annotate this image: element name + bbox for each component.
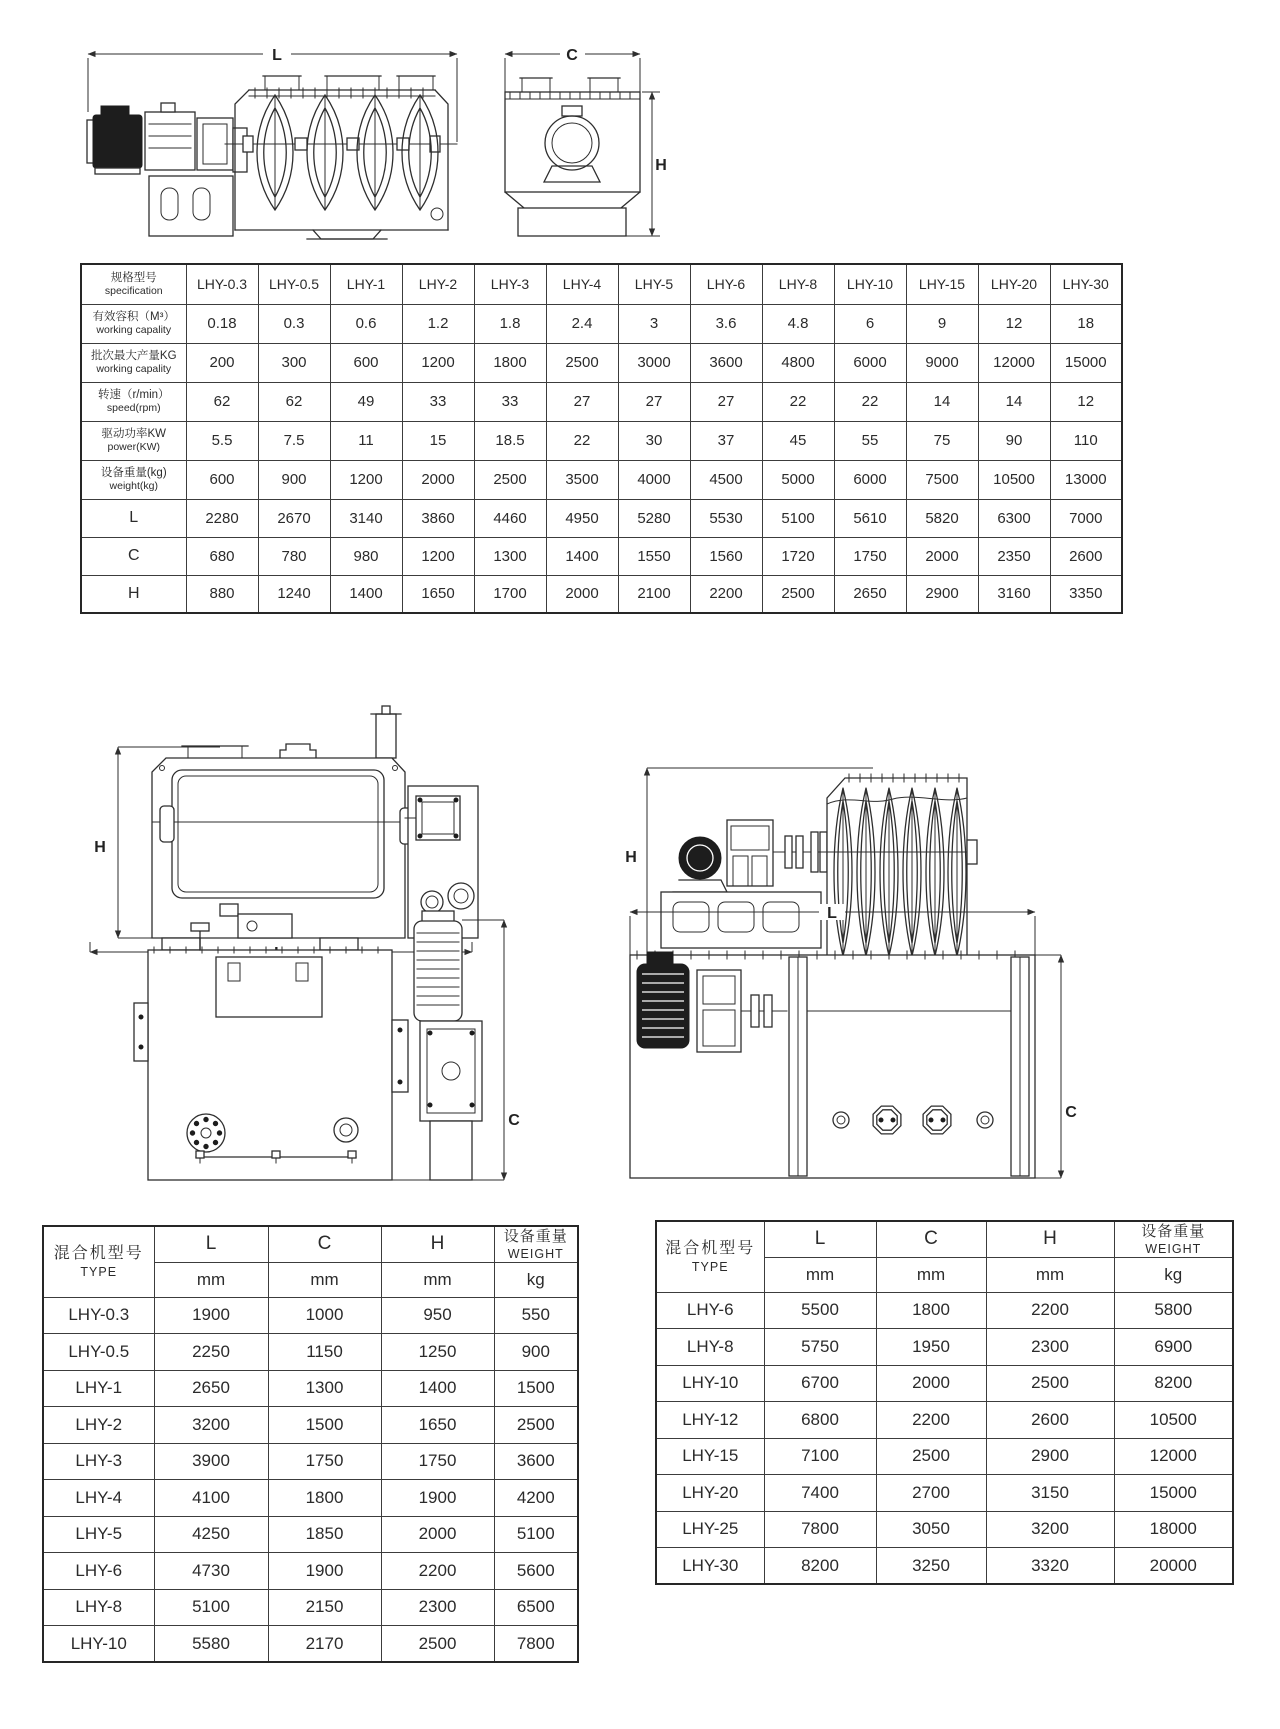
value-cell: 18000 <box>1114 1511 1233 1548</box>
value-cell: 6700 <box>764 1365 876 1402</box>
value-cell: 1900 <box>154 1297 268 1334</box>
length-dimension <box>630 904 1035 957</box>
value-cell: 1850 <box>268 1516 381 1553</box>
spec-value: 27 <box>690 382 762 421</box>
model-cell: LHY-20 <box>656 1475 764 1512</box>
model-cell: LHY-3 <box>43 1443 154 1480</box>
column-header: H <box>986 1221 1114 1257</box>
spec-value: 1.2 <box>402 304 474 343</box>
spec-value: 75 <box>906 421 978 460</box>
model-cell: LHY-30 <box>656 1548 764 1585</box>
spec-value: 9 <box>906 304 978 343</box>
spec-model-header: LHY-0.3 <box>186 264 258 304</box>
spec-value: 27 <box>618 382 690 421</box>
model-cell: LHY-15 <box>656 1438 764 1475</box>
value-cell: 550 <box>494 1297 578 1334</box>
spec-value: 1720 <box>762 537 834 575</box>
spec-value: 880 <box>186 575 258 613</box>
spec-value: 900 <box>258 460 330 499</box>
spec-value: 1650 <box>402 575 474 613</box>
unit-cell: mm <box>876 1257 986 1292</box>
spec-value: 3 <box>618 304 690 343</box>
spec-value: 22 <box>546 421 618 460</box>
value-cell: 6500 <box>494 1589 578 1626</box>
spec-value: 3140 <box>330 499 402 537</box>
label-zh: 转速（r/min） <box>97 389 170 402</box>
value-cell: 3600 <box>494 1443 578 1480</box>
model-cell: LHY-4 <box>43 1480 154 1517</box>
model-cell: LHY-8 <box>43 1589 154 1626</box>
unit-cell: kg <box>494 1262 578 1297</box>
unit-cell: mm <box>268 1262 381 1297</box>
spec-value: 62 <box>258 382 330 421</box>
label-en: power(KW) <box>107 441 160 454</box>
value-cell: 5500 <box>764 1292 876 1329</box>
dim-label-C: C <box>566 47 578 64</box>
spec-value: 680 <box>186 537 258 575</box>
spec-value: 14 <box>906 382 978 421</box>
value-cell: 1900 <box>268 1553 381 1590</box>
spec-value: 2500 <box>546 343 618 382</box>
label-en: TYPE <box>80 1264 118 1279</box>
value-cell: 5750 <box>764 1329 876 1366</box>
flange-icon <box>187 1114 225 1152</box>
spec-value: 3860 <box>402 499 474 537</box>
spec-row-label <box>81 304 186 343</box>
spec-model-header: LHY-0.5 <box>258 264 330 304</box>
value-cell: 950 <box>381 1297 494 1334</box>
spec-value: 22 <box>762 382 834 421</box>
label-zh: 混合机型号 <box>53 1244 144 1262</box>
spec-value: 1550 <box>618 537 690 575</box>
label-en: working capality <box>96 324 172 337</box>
model-cell: LHY-5 <box>43 1516 154 1553</box>
label-en: weight(kg) <box>109 480 158 493</box>
value-cell: 4730 <box>154 1553 268 1590</box>
spec-value: 3.6 <box>690 304 762 343</box>
dimensions-table-left <box>42 1225 579 1663</box>
value-cell: 7800 <box>764 1511 876 1548</box>
label-en: WEIGHT <box>1145 1241 1202 1256</box>
spec-value: 780 <box>258 537 330 575</box>
value-cell: 1500 <box>268 1407 381 1444</box>
spec-value: 2000 <box>402 460 474 499</box>
dim-label-H: H <box>625 849 637 866</box>
spec-value: 5000 <box>762 460 834 499</box>
column-header: L <box>764 1221 876 1257</box>
spec-value: 0.18 <box>186 304 258 343</box>
spec-value: 5100 <box>762 499 834 537</box>
type-header <box>43 1226 154 1297</box>
value-cell: 2000 <box>876 1365 986 1402</box>
dim-label-H: H <box>94 839 106 856</box>
motor-icon <box>673 837 727 892</box>
value-cell: 3320 <box>986 1548 1114 1585</box>
value-cell: 6900 <box>1114 1329 1233 1366</box>
value-cell: 5800 <box>1114 1292 1233 1329</box>
value-cell: 2300 <box>986 1329 1114 1366</box>
unit-cell: mm <box>986 1257 1114 1292</box>
drum-body <box>225 76 457 239</box>
spec-row-label: L <box>81 499 186 537</box>
dim-label-L: L <box>827 905 837 922</box>
spec-value: 5530 <box>690 499 762 537</box>
spec-value: 3160 <box>978 575 1050 613</box>
unit-cell: mm <box>764 1257 876 1292</box>
spec-model-header: LHY-15 <box>906 264 978 304</box>
value-cell: 2200 <box>986 1292 1114 1329</box>
value-cell: 5100 <box>154 1589 268 1626</box>
value-cell: 2200 <box>876 1402 986 1439</box>
cover-plate <box>216 957 322 1017</box>
spec-model-header: LHY-8 <box>762 264 834 304</box>
spec-value: 7.5 <box>258 421 330 460</box>
column-header: C <box>268 1226 381 1262</box>
value-cell: 2200 <box>381 1553 494 1590</box>
vertical-motor-icon <box>392 911 482 1180</box>
model-cell: LHY-8 <box>656 1329 764 1366</box>
spec-value: 1200 <box>402 537 474 575</box>
label-en: WEIGHT <box>507 1246 564 1261</box>
spec-value: 5.5 <box>186 421 258 460</box>
spec-value: 3500 <box>546 460 618 499</box>
spec-row-label <box>81 382 186 421</box>
spec-value: 2600 <box>1050 537 1122 575</box>
spec-value: 9000 <box>906 343 978 382</box>
spec-value: 2000 <box>546 575 618 613</box>
gearbox-icon <box>727 820 773 886</box>
value-cell: 2700 <box>876 1475 986 1512</box>
model-cell: LHY-0.5 <box>43 1334 154 1371</box>
model-cell: LHY-10 <box>43 1626 154 1663</box>
spec-value: 1400 <box>330 575 402 613</box>
value-cell: 3900 <box>154 1443 268 1480</box>
value-cell: 15000 <box>1114 1475 1233 1512</box>
spec-value: 12 <box>978 304 1050 343</box>
motor-icon <box>87 106 142 174</box>
model-cell: LHY-0.3 <box>43 1297 154 1334</box>
spec-value: 600 <box>330 343 402 382</box>
spec-value: 22 <box>834 382 906 421</box>
label-en: TYPE <box>691 1259 729 1274</box>
gearbox-icon <box>145 103 247 172</box>
spec-value: 30 <box>618 421 690 460</box>
label-zh: 设备重量(kg) <box>100 467 167 480</box>
value-cell: 1650 <box>381 1407 494 1444</box>
spec-value: 5820 <box>906 499 978 537</box>
spec-value: 1.8 <box>474 304 546 343</box>
model-cell: LHY-2 <box>43 1407 154 1444</box>
spec-value: 62 <box>186 382 258 421</box>
model-cell: LHY-6 <box>43 1553 154 1590</box>
spec-value: 6300 <box>978 499 1050 537</box>
spec-value: 15 <box>402 421 474 460</box>
spec-model-header: LHY-3 <box>474 264 546 304</box>
spec-value: 300 <box>258 343 330 382</box>
value-cell: 8200 <box>1114 1365 1233 1402</box>
column-header: C <box>876 1221 986 1257</box>
dim-label-H: H <box>655 157 667 174</box>
spec-value: 13000 <box>1050 460 1122 499</box>
spec-value: 14 <box>978 382 1050 421</box>
unit-cell: mm <box>381 1262 494 1297</box>
spec-value: 1200 <box>330 460 402 499</box>
width-dimension <box>1035 955 1077 1178</box>
spec-value: 1800 <box>474 343 546 382</box>
label-zh: 驱动功率KW <box>101 428 167 441</box>
spec-value: 1200 <box>402 343 474 382</box>
spec-value: 2.4 <box>546 304 618 343</box>
spec-value: 7500 <box>906 460 978 499</box>
value-cell: 1300 <box>268 1370 381 1407</box>
spec-row-label <box>81 343 186 382</box>
value-cell: 1800 <box>268 1480 381 1517</box>
spec-value: 200 <box>186 343 258 382</box>
spec-value: 1560 <box>690 537 762 575</box>
drawing-plow-mixer-side-view <box>85 40 465 240</box>
value-cell: 2150 <box>268 1589 381 1626</box>
gearbox-icon <box>697 970 741 1052</box>
value-cell: 8200 <box>764 1548 876 1585</box>
value-cell: 4200 <box>494 1480 578 1517</box>
spec-value: 49 <box>330 382 402 421</box>
value-cell: 4250 <box>154 1516 268 1553</box>
spec-value: 27 <box>546 382 618 421</box>
spec-value: 11 <box>330 421 402 460</box>
spec-value: 2100 <box>618 575 690 613</box>
spec-value: 15000 <box>1050 343 1122 382</box>
value-cell: 3250 <box>876 1548 986 1585</box>
column-header <box>1114 1221 1233 1257</box>
value-cell: 1750 <box>268 1443 381 1480</box>
value-cell: 2300 <box>381 1589 494 1626</box>
value-cell: 6800 <box>764 1402 876 1439</box>
value-cell: 4100 <box>154 1480 268 1517</box>
spec-value: 980 <box>330 537 402 575</box>
spec-table <box>80 263 1123 614</box>
spec-value: 1400 <box>546 537 618 575</box>
spec-value: 1700 <box>474 575 546 613</box>
spec-value: 2670 <box>258 499 330 537</box>
width-dimension <box>505 45 640 92</box>
spec-value: 2900 <box>906 575 978 613</box>
value-cell: 2500 <box>494 1407 578 1444</box>
value-cell: 20000 <box>1114 1548 1233 1585</box>
model-cell: LHY-1 <box>43 1370 154 1407</box>
value-cell: 1250 <box>381 1334 494 1371</box>
model-cell: LHY-10 <box>656 1365 764 1402</box>
spec-row-label <box>81 460 186 499</box>
spec-row-label <box>81 421 186 460</box>
agitator-blades <box>257 95 438 210</box>
spec-value: 2650 <box>834 575 906 613</box>
spec-value: 3600 <box>690 343 762 382</box>
spec-value: 12 <box>1050 382 1122 421</box>
spec-value: 110 <box>1050 421 1122 460</box>
value-cell: 2500 <box>876 1438 986 1475</box>
spec-model-header: LHY-6 <box>690 264 762 304</box>
spec-value: 33 <box>474 382 546 421</box>
spec-value: 45 <box>762 421 834 460</box>
value-cell: 5600 <box>494 1553 578 1590</box>
value-cell: 1900 <box>381 1480 494 1517</box>
spec-value: 90 <box>978 421 1050 460</box>
drawing-plow-mixer-end-view <box>500 40 670 240</box>
value-cell: 1500 <box>494 1370 578 1407</box>
label-zh: 规格型号 <box>110 271 157 284</box>
value-cell: 900 <box>494 1334 578 1371</box>
value-cell: 7800 <box>494 1626 578 1663</box>
label-zh: 设备重量 <box>503 1228 568 1245</box>
unit-cell: kg <box>1114 1257 1233 1292</box>
model-cell: LHY-25 <box>656 1511 764 1548</box>
spec-value: 4950 <box>546 499 618 537</box>
spec-value: 4500 <box>690 460 762 499</box>
spec-value: 2200 <box>690 575 762 613</box>
spec-value: 5280 <box>618 499 690 537</box>
spec-value: 37 <box>690 421 762 460</box>
label-zh: 设备重量 <box>1141 1223 1206 1240</box>
spec-value: 4460 <box>474 499 546 537</box>
value-cell: 5100 <box>494 1516 578 1553</box>
label-zh: 有效容积（M³） <box>92 311 175 324</box>
spec-value: 0.6 <box>330 304 402 343</box>
spec-value: 1750 <box>834 537 906 575</box>
label-en: speed(rpm) <box>106 402 161 415</box>
label-zh: 混合机型号 <box>665 1239 756 1257</box>
spec-value: 2500 <box>474 460 546 499</box>
dim-label-C: C <box>1065 1104 1077 1121</box>
spec-value: 12000 <box>978 343 1050 382</box>
spec-value: 600 <box>186 460 258 499</box>
spec-value: 4000 <box>618 460 690 499</box>
spec-model-header: LHY-4 <box>546 264 618 304</box>
spec-value: 2000 <box>906 537 978 575</box>
spec-value: 18.5 <box>474 421 546 460</box>
spec-value: 2500 <box>762 575 834 613</box>
length-dimension <box>88 45 457 142</box>
value-cell: 3050 <box>876 1511 986 1548</box>
value-cell: 2650 <box>154 1370 268 1407</box>
value-cell: 10500 <box>1114 1402 1233 1439</box>
value-cell: 2900 <box>986 1438 1114 1475</box>
spec-value: 33 <box>402 382 474 421</box>
value-cell: 2170 <box>268 1626 381 1663</box>
spec-value: 3350 <box>1050 575 1122 613</box>
label-en: working capality <box>96 363 172 376</box>
spec-value: 4800 <box>762 343 834 382</box>
spec-model-header: LHY-5 <box>618 264 690 304</box>
value-cell: 2600 <box>986 1402 1114 1439</box>
spec-value: 2350 <box>978 537 1050 575</box>
motor-stand <box>149 176 233 236</box>
spec-value: 10500 <box>978 460 1050 499</box>
spec-model-header: LHY-20 <box>978 264 1050 304</box>
spec-value: 1240 <box>258 575 330 613</box>
value-cell: 3200 <box>986 1511 1114 1548</box>
spec-value: 5610 <box>834 499 906 537</box>
spec-model-header: LHY-2 <box>402 264 474 304</box>
value-cell: 7100 <box>764 1438 876 1475</box>
spec-value: 6 <box>834 304 906 343</box>
spec-value: 0.3 <box>258 304 330 343</box>
value-cell: 1950 <box>876 1329 986 1366</box>
value-cell: 2000 <box>381 1516 494 1553</box>
spec-corner-header <box>81 264 186 304</box>
spec-value: 4.8 <box>762 304 834 343</box>
column-header: L <box>154 1226 268 1262</box>
value-cell: 1400 <box>381 1370 494 1407</box>
spec-value: 6000 <box>834 343 906 382</box>
spec-value: 18 <box>1050 304 1122 343</box>
drawing-mixer-top-view-large <box>615 900 1085 1190</box>
value-cell: 5580 <box>154 1626 268 1663</box>
spec-value: 2280 <box>186 499 258 537</box>
value-cell: 3150 <box>986 1475 1114 1512</box>
unit-cell: mm <box>154 1262 268 1297</box>
value-cell: 2500 <box>381 1626 494 1663</box>
spec-value: 6000 <box>834 460 906 499</box>
model-cell: LHY-6 <box>656 1292 764 1329</box>
spec-value: 7000 <box>1050 499 1122 537</box>
spec-model-header: LHY-30 <box>1050 264 1122 304</box>
spec-model-header: LHY-1 <box>330 264 402 304</box>
spec-model-header: LHY-10 <box>834 264 906 304</box>
spec-row-label: H <box>81 575 186 613</box>
dimensions-table-right <box>655 1220 1234 1585</box>
value-cell: 1150 <box>268 1334 381 1371</box>
value-cell: 3200 <box>154 1407 268 1444</box>
spec-value: 3000 <box>618 343 690 382</box>
model-cell: LHY-12 <box>656 1402 764 1439</box>
spec-row-label: C <box>81 537 186 575</box>
value-cell: 1000 <box>268 1297 381 1334</box>
dim-label-L: L <box>272 47 282 64</box>
value-cell: 12000 <box>1114 1438 1233 1475</box>
spec-value: 1300 <box>474 537 546 575</box>
value-cell: 1800 <box>876 1292 986 1329</box>
column-header: H <box>381 1226 494 1262</box>
type-header <box>656 1221 764 1292</box>
drawing-mixer-top-view-small <box>130 905 525 1195</box>
label-zh: 批次最大产量KG <box>90 350 177 363</box>
value-cell: 2250 <box>154 1334 268 1371</box>
spec-value: 55 <box>834 421 906 460</box>
motor-icon <box>637 952 689 1048</box>
column-header <box>494 1226 578 1262</box>
value-cell: 7400 <box>764 1475 876 1512</box>
label-en: specification <box>104 285 163 298</box>
dim-label-C: C <box>508 1112 520 1129</box>
value-cell: 2500 <box>986 1365 1114 1402</box>
value-cell: 1750 <box>381 1443 494 1480</box>
